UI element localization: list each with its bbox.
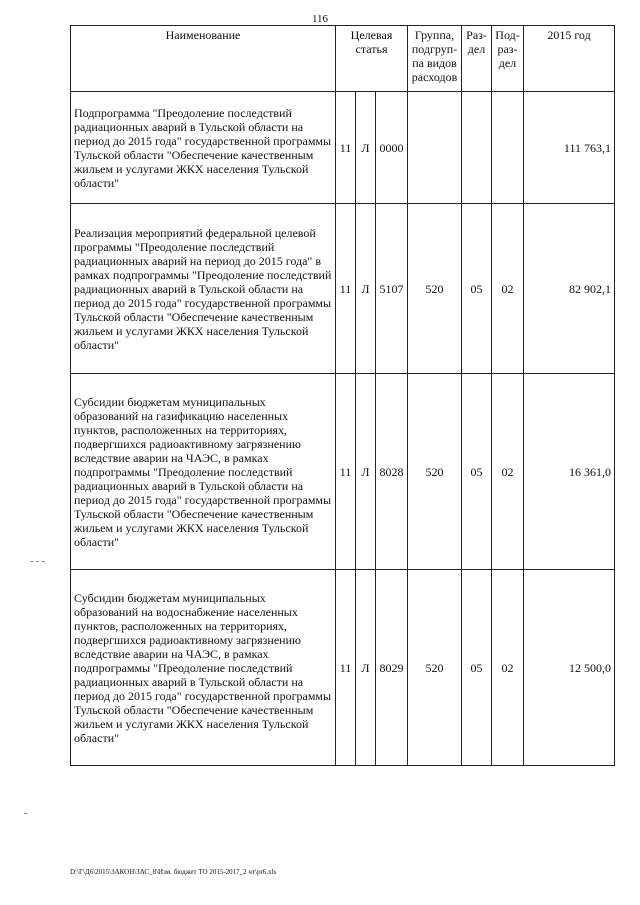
header-row [71, 26, 615, 92]
row-name: Субсидии бюджетам муниципальных образований на газификацию населенных пунктов, расположенных на территориях, подвергшихся радиоактивному загрязнению вследствие аварии на ЧАЭС, в рамках подпрограммы "Преодоление последствий радиационных аварий в Тульской области на период до 2015 года" государственной программы Тульской области "Обеспечение качественным жильем и услугами ЖКХ населения Тульской области" [71, 374, 336, 570]
row-amount: 82 902,1 [524, 204, 615, 374]
header-name: Наименование [71, 26, 336, 92]
budget-table [70, 25, 615, 766]
row-amount: 12 500,0 [524, 570, 615, 766]
row-target-program: 11 [336, 204, 356, 374]
row-target-program: 11 [336, 92, 356, 204]
row-name: Субсидии бюджетам муниципальных образований на водоснабжение населенных пунктов, расположенных на территориях, подвергшихся радиоактивному загрязнению вследствие аварии на ЧАЭС, в рамках подпрограммы "Преодоление последствий радиационных аварий в Тульской области на период до 2015 года" государственной программы Тульской области "Обеспечение качественным жильем и услугами ЖКХ населения Тульской области" [71, 570, 336, 766]
margin-mark: - - - [30, 556, 45, 567]
row-amount: 111 763,1 [524, 92, 615, 204]
table-row [71, 204, 615, 374]
row-amount: 16 361,0 [524, 374, 615, 570]
header-year: 2015 год [524, 26, 615, 92]
row-subsection: 02 [492, 204, 524, 374]
row-subsection [492, 92, 524, 204]
row-target-program: 11 [336, 570, 356, 766]
table-row [71, 374, 615, 570]
row-group [408, 92, 462, 204]
row-subsection: 02 [492, 570, 524, 766]
row-target-program: 11 [336, 374, 356, 570]
row-target-subprogram: Л [356, 374, 376, 570]
row-group: 520 [408, 570, 462, 766]
margin-mark: - [24, 808, 28, 819]
row-section: 05 [462, 570, 492, 766]
row-target-code: 8028 [376, 374, 408, 570]
table-row [71, 570, 615, 766]
file-path-footer: D:\Г\Д6\2015\ЗАКОН\ЗАС_8\Изм. бюджет ТО 2015-2017_2 чт\pr6.xls [70, 868, 277, 876]
row-subsection: 02 [492, 374, 524, 570]
header-subsection: Под-раз-дел [492, 26, 524, 92]
page-number: 116 [311, 13, 329, 25]
header-target: Целевая статья [336, 26, 408, 92]
row-target-code: 8029 [376, 570, 408, 766]
row-target-subprogram: Л [356, 204, 376, 374]
row-group: 520 [408, 374, 462, 570]
header-group: Группа, подгруп-па видов расходов [408, 26, 462, 92]
row-target-code: 5107 [376, 204, 408, 374]
row-name: Подпрограмма "Преодоление последствий радиационных аварий в Тульской области на период до 2015 года" государственной программы Тульской области "Обеспечение качественным жильем и услугами ЖКХ населения Тульской области" [71, 92, 336, 204]
row-name: Реализация мероприятий федеральной целевой программы "Преодоление последствий радиационных аварий на период до 2015 года" в рамках подпрограммы "Преодоление последствий радиационных аварий в Тульской области на период до 2015 года" государственной программы Тульской области "Обеспечение качественным жильем и услугами ЖКХ населения Тульской области" [71, 204, 336, 374]
row-section: 05 [462, 204, 492, 374]
row-group: 520 [408, 204, 462, 374]
header-section: Раз-дел [462, 26, 492, 92]
row-section [462, 92, 492, 204]
row-target-subprogram: Л [356, 92, 376, 204]
row-target-subprogram: Л [356, 570, 376, 766]
table-row [71, 92, 615, 204]
row-section: 05 [462, 374, 492, 570]
row-target-code: 0000 [376, 92, 408, 204]
